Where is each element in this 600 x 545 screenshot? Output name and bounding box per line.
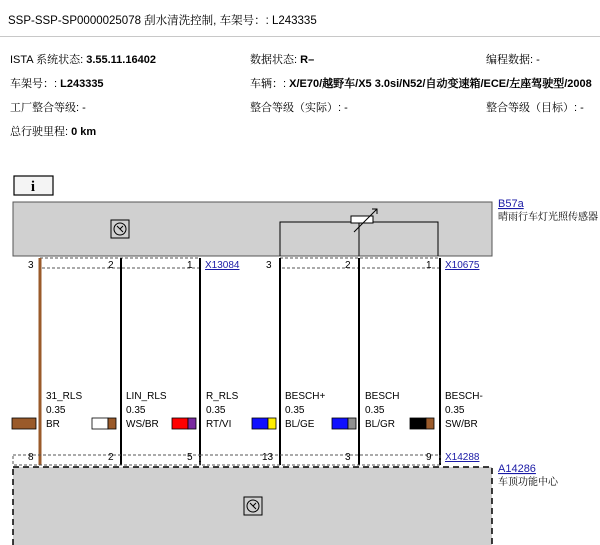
pin-number: 1 xyxy=(187,260,193,271)
vehicle-label: 车辆：: xyxy=(250,78,287,90)
pin-number: 3 xyxy=(28,260,34,271)
wire-size-label: 0.35 xyxy=(126,405,146,416)
mileage-value: 0 km xyxy=(71,126,97,138)
vin-value: L243335 xyxy=(60,78,104,90)
wire-color-label: BR xyxy=(46,419,60,430)
wire-size-label: 0.35 xyxy=(285,405,305,416)
pin-number: 9 xyxy=(426,452,432,463)
pin-number: 2 xyxy=(108,452,114,463)
pin-number: 2 xyxy=(345,260,351,271)
pin-number: 2 xyxy=(108,260,114,271)
pin-number: 5 xyxy=(187,452,193,463)
vehicle-value: X/E70/越野车/X5 3.0si/N52/自动变速箱/ECE/左座驾驶型/2008 xyxy=(289,78,592,90)
target-level-label: 整合等级（目标）: xyxy=(486,102,578,114)
wire-color-label: WS/BR xyxy=(126,419,159,430)
wire-color-label: RT/VI xyxy=(206,419,232,430)
wire-color-label: BL/GE xyxy=(285,419,315,430)
wire-size-label: 0.35 xyxy=(445,405,465,416)
wire-size-label: 0.35 xyxy=(46,405,66,416)
wire-color-swatch xyxy=(332,418,356,429)
pin-number: 3 xyxy=(266,260,272,271)
wire-signal-label: R_RLS xyxy=(206,391,239,402)
wire-color-label: BL/GR xyxy=(365,419,396,430)
programming-value: - xyxy=(536,54,540,66)
vin-label: 车架号：: xyxy=(10,78,58,90)
bottom-component-id-link[interactable]: A14286 xyxy=(498,463,536,475)
top-component-id-link[interactable]: B57a xyxy=(498,198,524,210)
actual-level-label: 整合等级（实际）: xyxy=(250,102,342,114)
data-status-label: 数据状态: xyxy=(250,54,298,66)
factory-level-label: 工厂整合等级: xyxy=(10,102,80,114)
connector-x10675-link[interactable]: X10675 xyxy=(445,260,480,271)
wire-signal-label: BESCH+ xyxy=(285,391,326,402)
page-title: SSP-SSP-SP0000025078 刮水清洗控制, 车架号：: L243335 xyxy=(8,15,317,27)
ista-value: 3.55.11.16402 xyxy=(86,54,156,66)
target-level-value: - xyxy=(580,102,584,114)
info-button[interactable] xyxy=(14,176,53,195)
wires xyxy=(40,258,440,465)
wire-color-swatch xyxy=(12,418,36,429)
ista-label: ISTA 系统状态: xyxy=(10,54,84,66)
wire-color-swatch xyxy=(92,418,116,429)
wire-signal-label: BESCH- xyxy=(445,391,483,402)
connector-x13084-link[interactable]: X13084 xyxy=(205,260,240,271)
mileage-label: 总行驶里程: xyxy=(10,126,69,138)
wire-signal-label: 31_RLS xyxy=(46,391,83,402)
wire-color-label: SW/BR xyxy=(445,419,478,430)
info-icon: i xyxy=(30,179,36,195)
wire-signal-label: LIN_RLS xyxy=(126,391,167,402)
wire-color-swatch xyxy=(172,418,196,429)
programming-label: 编程数据: xyxy=(486,54,534,66)
top-component-box xyxy=(13,202,492,256)
wire-size-label: 0.35 xyxy=(206,405,226,416)
top-component-name: 晴雨行车灯光照传感器 xyxy=(498,212,598,223)
pin-number: 1 xyxy=(426,260,432,271)
pin-number: 13 xyxy=(262,452,274,463)
actual-level-value: - xyxy=(344,102,348,114)
connector-x14288-link[interactable]: X14288 xyxy=(445,452,480,463)
wire-size-label: 0.35 xyxy=(365,405,385,416)
pin-number: 3 xyxy=(345,452,351,463)
connector-x14288-outline-b xyxy=(200,455,440,465)
bottom-component-name: 车顶功能中心 xyxy=(498,477,558,488)
wire-color-swatch xyxy=(252,418,276,429)
wire-color-swatch xyxy=(410,418,434,429)
factory-level-value: - xyxy=(82,102,86,114)
pin-number: 8 xyxy=(28,452,34,463)
wire-signal-label: BESCH xyxy=(365,391,400,402)
data-status-value: R– xyxy=(300,54,315,66)
